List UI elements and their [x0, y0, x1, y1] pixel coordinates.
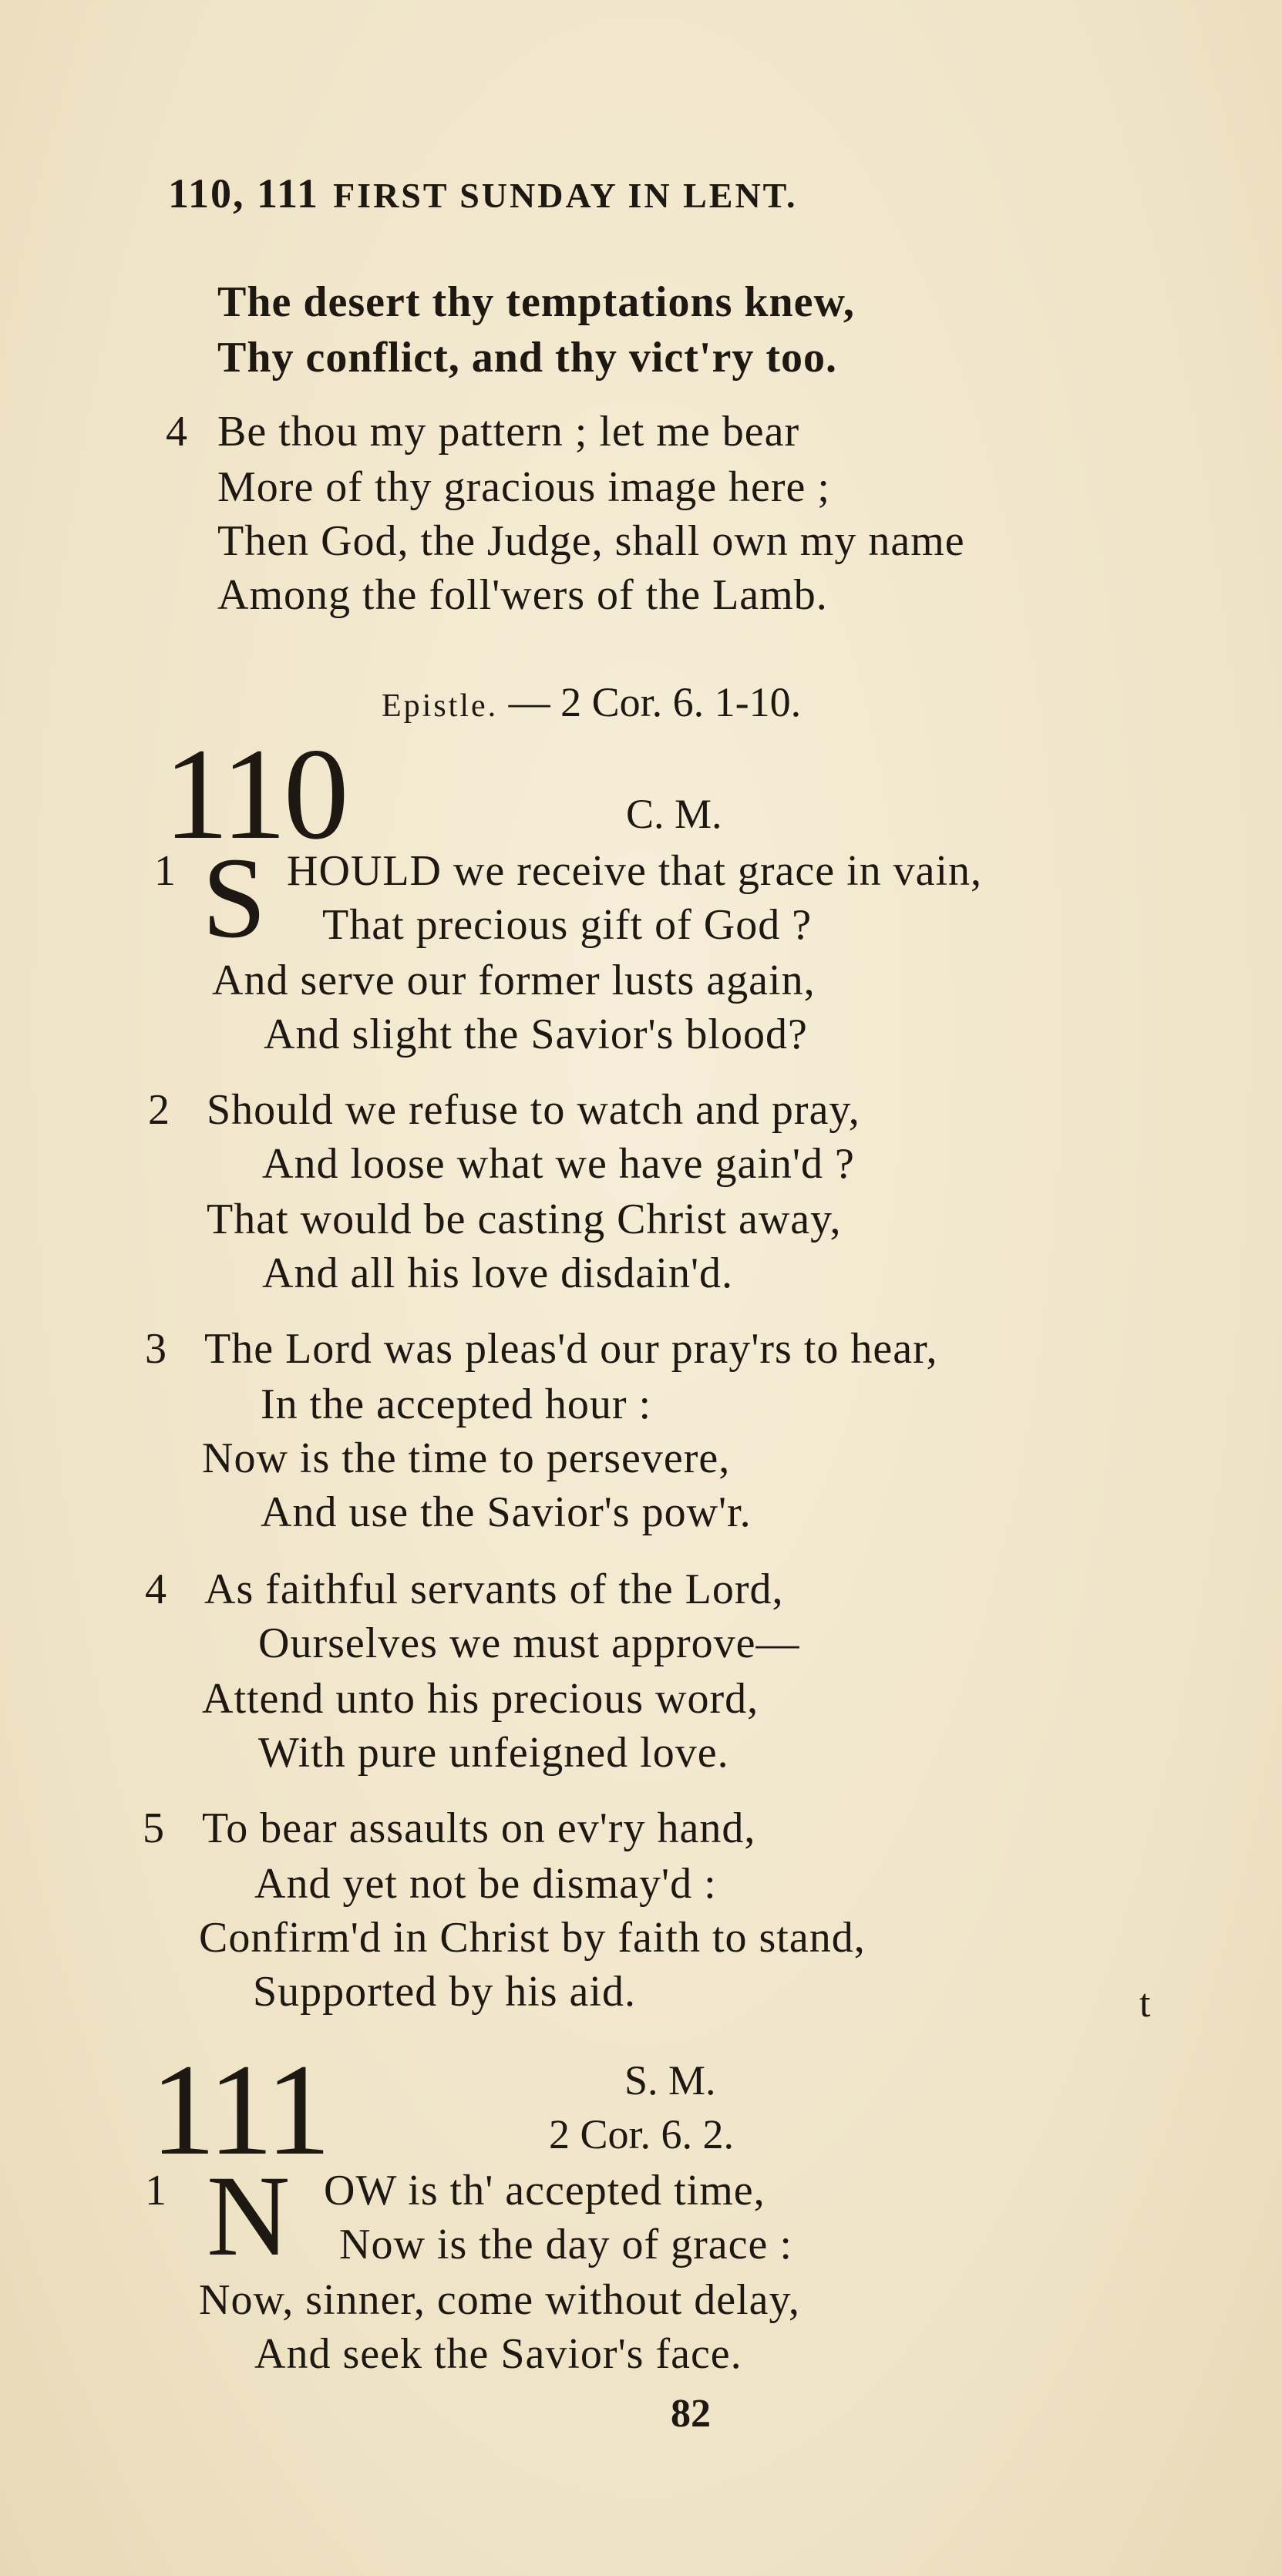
- scripture-reference: 2 Cor. 6. 2.: [549, 2111, 735, 2157]
- stanza-line: Among the foll'wers of the Lamb.: [217, 571, 828, 619]
- stanza-line: Now, sinner, come without delay,: [199, 2276, 800, 2324]
- hymn-meter: C. M.: [626, 791, 722, 837]
- stanza-line: And loose what we have gain'd ?: [262, 1140, 855, 1188]
- prev-hymn-line: The desert thy temptations knew,: [217, 278, 855, 326]
- printer-mark: t: [1139, 1982, 1151, 2026]
- stanza-line: The Lord was pleas'd our pray'rs to hear,: [204, 1325, 938, 1373]
- stanza-line: More of thy gracious image here ;: [217, 463, 830, 511]
- stanza-line: In the accepted hour :: [261, 1380, 652, 1428]
- stanza-line: Supported by his aid.: [253, 1968, 636, 2016]
- stanza-line: That precious gift of God ?: [322, 901, 813, 949]
- hymn-number: 111: [150, 2037, 328, 2182]
- stanza-line: As faithful servants of the Lord,: [204, 1565, 784, 1613]
- stanza-number: 1: [145, 2167, 167, 2214]
- stanza-line: HOULD we receive that grace in vain,: [287, 847, 983, 895]
- stanza-line: And serve our former lusts again,: [212, 957, 816, 1004]
- stanza-line: And slight the Savior's blood?: [264, 1011, 808, 1058]
- stanza-line: OW is th' accepted time,: [324, 2167, 765, 2214]
- stanza-number: 3: [145, 1325, 167, 1373]
- stanza-number: 2: [148, 1086, 170, 1134]
- stanza-line: And use the Savior's pow'r.: [261, 1488, 752, 1536]
- stanza-line: Ourselves we must approve—: [258, 1619, 800, 1667]
- stanza-number: 4: [166, 408, 187, 456]
- drop-cap: S: [202, 834, 267, 962]
- stanza-line: Now is the time to persevere,: [202, 1434, 731, 1482]
- page-number: 82: [671, 2392, 711, 2436]
- stanza-line: Then God, the Judge, shall own my name: [217, 517, 965, 565]
- stanza-line: Attend unto his precious word,: [202, 1675, 759, 1723]
- prev-hymn-line: Thy conflict, and thy vict'ry too.: [217, 334, 837, 382]
- stanza-number: 4: [145, 1565, 167, 1613]
- drop-cap: N: [207, 2152, 291, 2280]
- stanza-line: And seek the Savior's face.: [254, 2330, 742, 2378]
- running-header: [168, 170, 797, 217]
- hymn-meter: S. M.: [624, 2057, 716, 2104]
- stanza-line: Confirm'd in Christ by faith to stand,: [199, 1914, 866, 1962]
- header-hymn-numbers: 110, 111: [168, 170, 320, 217]
- stanza-line: And yet not be dismay'd :: [254, 1860, 717, 1908]
- epistle-reference: [382, 678, 801, 726]
- stanza-line: Now is the day of grace :: [339, 2221, 792, 2268]
- header-title: FIRST SUNDAY IN LENT.: [333, 176, 798, 215]
- stanza-line: That would be casting Christ away,: [207, 1196, 842, 1243]
- stanza-line: Be thou my pattern ; let me bear: [217, 408, 800, 456]
- epistle-citation: — 2 Cor. 6. 1-10.: [508, 679, 802, 725]
- hymn-number: 110: [163, 721, 346, 866]
- stanza-line: Should we refuse to watch and pray,: [207, 1086, 860, 1134]
- stanza-line: To bear assaults on ev'ry hand,: [202, 1804, 756, 1852]
- epistle-label: Epistle.: [382, 688, 499, 724]
- stanza-line: And all his love disdain'd.: [262, 1249, 734, 1297]
- stanza-line: With pure unfeigned love.: [258, 1729, 729, 1777]
- stanza-number: 5: [143, 1804, 164, 1852]
- stanza-number: 1: [154, 847, 176, 895]
